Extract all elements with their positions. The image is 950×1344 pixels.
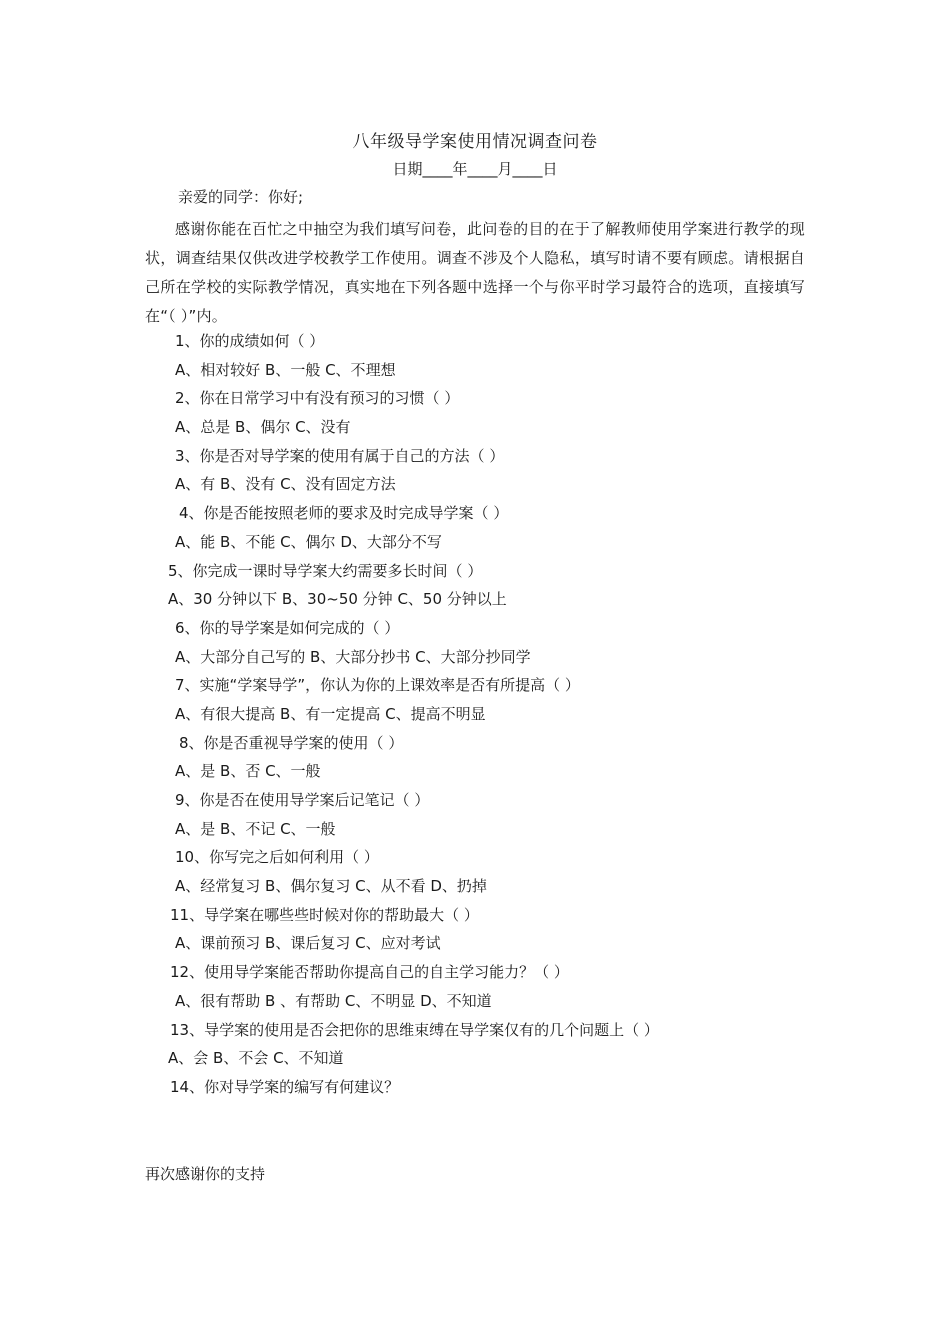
question-line: 9、你是否在使用导学案后记笔记（ ）: [175, 791, 430, 809]
option-line: A、经常复习 B、偶尔复习 C、从不看 D、扔掉: [175, 877, 487, 896]
question-line: 10、你写完之后如何利用（ ）: [175, 848, 379, 867]
question-line: 12、使用导学案能否帮助你提高自己的自主学习能力？（ ）: [170, 963, 569, 982]
option-line: A、有很大提高 B、有一定提高 C、提高不明显: [175, 704, 486, 723]
option-line: A、30 分钟以下 B、30~50 分钟 C、50 分钟以上: [168, 590, 507, 609]
greeting: 亲爱的同学：你好;: [178, 188, 304, 206]
option-line: A、会 B、不会 C、不知道: [168, 1049, 344, 1068]
question-line: 11、导学案在哪些些时候对你的帮助最大（ ）: [170, 905, 479, 924]
question-line: 8、你是否重视导学案的使用（ ）: [179, 733, 404, 752]
option-line: A、很有帮助 B 、有帮助 C、不明显 D、不知道: [175, 991, 492, 1010]
closing-line: 再次感谢你的支持: [145, 1165, 266, 1183]
option-line: A、有 B、没有 C、没有固定方法: [175, 475, 396, 494]
question-line: 1、你的成绩如何（ ）: [175, 332, 325, 350]
option-line: A、是 B、不记 C、一般: [175, 819, 336, 838]
option-line: A、是 B、否 C、一般: [175, 762, 321, 781]
question-line: 6、你的导学案是如何完成的（ ）: [175, 618, 400, 637]
question-line: 13、导学案的使用是否会把你的思维束缚在导学案仅有的几个问题上（ ）: [170, 1020, 659, 1039]
question-line: 3、你是否对导学案的使用有属于自己的方法（ ）: [175, 446, 505, 465]
document-title: 八年级导学案使用情况调查问卷: [352, 132, 598, 152]
question-line: 2、你在日常学习中有没有预习的习惯（ ）: [175, 389, 460, 408]
option-line: A、课前预习 B、课后复习 C、应对考试: [175, 934, 441, 953]
question-line: 7、实施“学案导学”，你认为你的上课效率是否有所提高（ ）: [175, 676, 580, 695]
option-line: A、大部分自己写的 B、大部分抄书 C、大部分抄同学: [175, 647, 531, 666]
date-line: 日期____年____月____日: [392, 160, 558, 178]
intro-paragraph: 感谢你能在百忙之中抽空为我们填写问卷，此问卷的目的在于了解教师使用学案进行教学的现状，调查结果仅供改进学校教学工作使用。调查不涉及个人隐私，填写时请不要有顾虑。请根据自己所在学校的实际教学情况，真实地在下列各题中选择一个与你平时学习最符合的选项，直接填写在“（ ）”内。: [145, 220, 805, 325]
option-line: A、相对较好 B、一般 C、不理想: [175, 360, 396, 379]
question-list: [0, 327, 950, 1102]
question-line: 4、你是否能按照老师的要求及时完成导学案（ ）: [179, 504, 509, 523]
option-line: A、能 B、不能 C、偶尔 D、大部分不写: [175, 532, 442, 551]
question-line: 14、你对导学案的编写有何建议？: [170, 1077, 400, 1096]
question-line: 5、你完成一课时导学案大约需要多长时间（ ）: [168, 561, 483, 580]
option-line: A、总是 B、偶尔 C、没有: [175, 418, 351, 437]
